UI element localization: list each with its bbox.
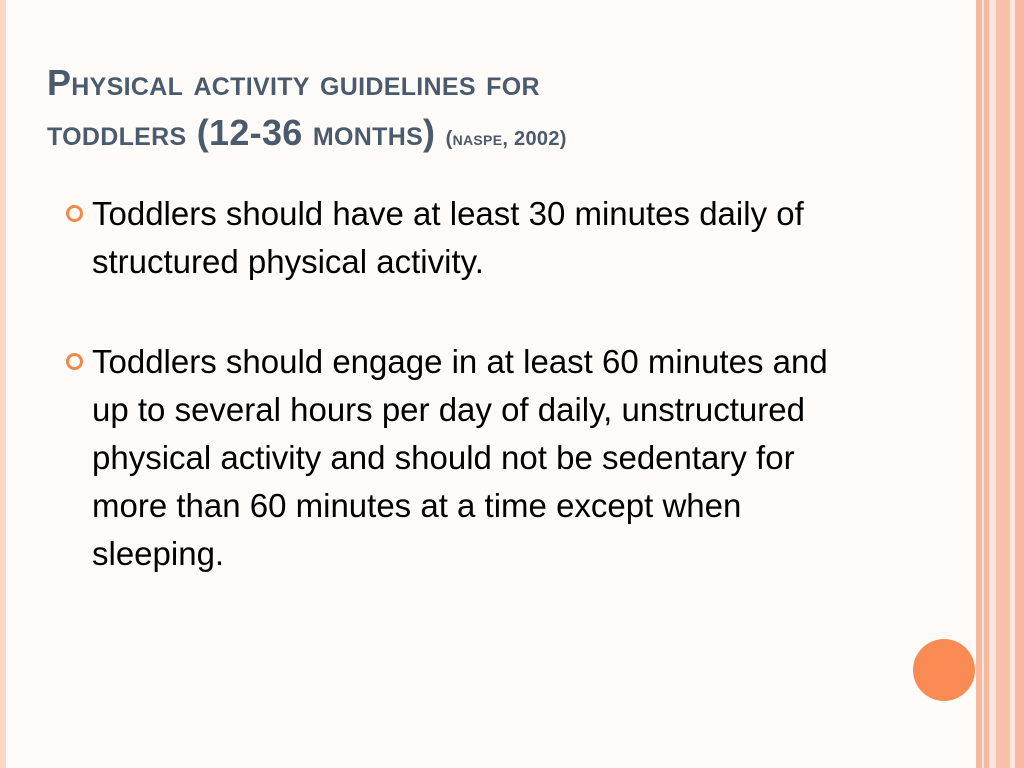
decorative-circle bbox=[913, 639, 975, 701]
bullet-text: Toddlers should engage in at least 60 minutes and up to several hours per day of daily, unstructured physical activity and should not be sedentary for more than 60 minutes at a time except when sleeping. bbox=[92, 343, 828, 572]
circle-bullet-icon bbox=[66, 205, 83, 222]
bullet-text: Toddlers should have at least 30 minutes daily of structured physical activity. bbox=[92, 195, 804, 280]
title-line-1: Physical activity guidelines for bbox=[47, 62, 540, 103]
title-line-2 bbox=[47, 108, 847, 164]
title-citation: (naspe, 2002) bbox=[445, 128, 567, 150]
bullet-list bbox=[66, 190, 866, 630]
title-main-text: toddlers (12-36 months) bbox=[47, 112, 436, 153]
slide-title bbox=[47, 58, 847, 164]
circle-bullet-icon bbox=[66, 353, 83, 370]
stripe bbox=[996, 0, 1010, 768]
stripe bbox=[1015, 0, 1024, 768]
stripe bbox=[989, 0, 996, 768]
bullet-item bbox=[66, 338, 866, 578]
bullet-item bbox=[66, 190, 866, 286]
